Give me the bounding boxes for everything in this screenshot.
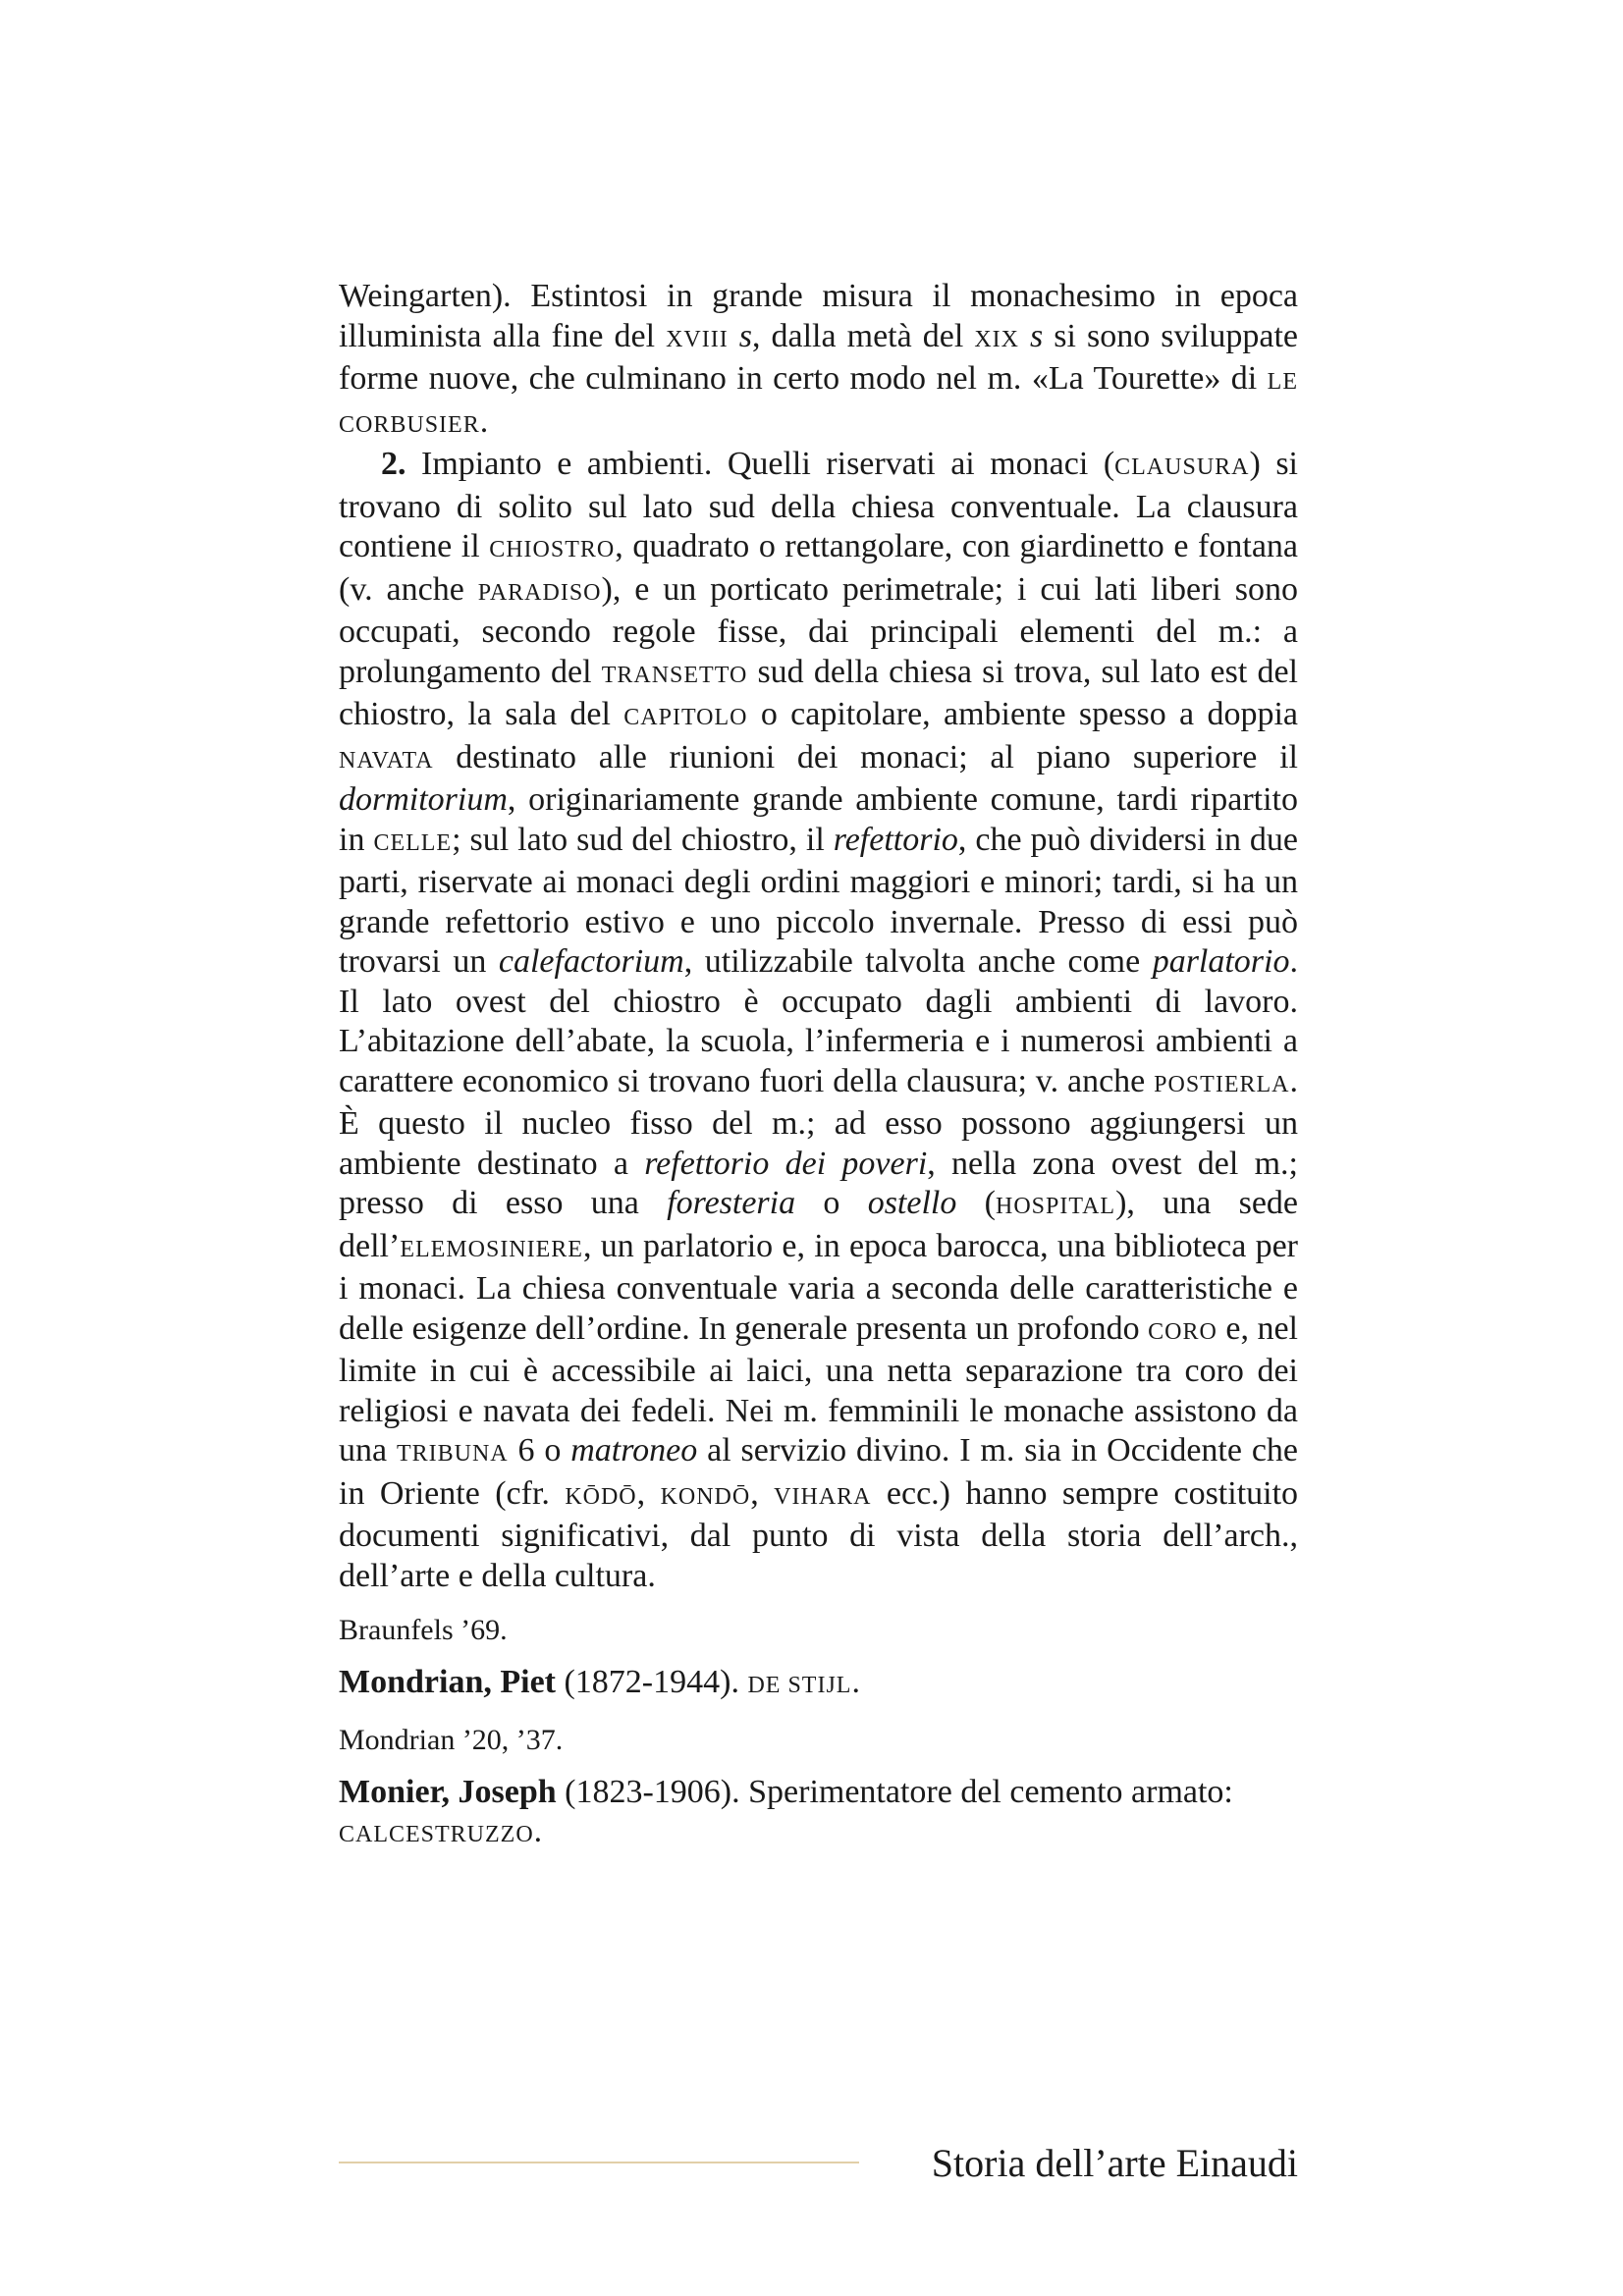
entry-headword: Mondrian, Piet: [339, 1664, 556, 1700]
bibliography-reference: Braunfels ’69.: [339, 1614, 508, 1646]
cross-reference-paradiso[interactable]: PARADISO: [477, 579, 602, 606]
cross-reference-navata[interactable]: NAVATA: [339, 747, 434, 774]
cross-reference: XVIII: [666, 326, 729, 352]
page-content: [339, 277, 1298, 1855]
paragraph-2: 2. Impianto e ambienti. Quelli riservati ai monaci (CLAUSURA) si trovano di solito sul lato sud della chiesa conventuale. La clausura contiene il CHIOSTRO, quadrato o rettangolare, con giardinetto e fontana (v. anche PARADISO), e un porticato perimetrale; i cui lati liberi sono occupati, secondo regole fisse, dai principali elementi del m.: a prolungamento del TRANSETTO sud della chiesa si trova, sul lato est del chiostro, la sala del CAPITOLO o capitolare, ambiente spesso a doppia NAVATA destinato alle riunioni dei monaci; al piano superiore il dormitorium, originariamente grande ambiente comune, tardi ripartito in CELLE; sul lato sud del chiostro, il refettorio, che può dividersi in due parti, riservate ai monaci degli ordini maggiori e minori; tardi, si ha un grande refettorio estivo e uno piccolo invernale. Presso di essi può trovarsi un calefactorium, utilizzabile talvolta anche come parlatorio. Il lato ovest del chiostro è occupato dagli ambienti di lavoro. L’abitazione dell’abate, la scuola, l’infermeria e i numerosi ambienti a carattere economico si trovano fuori della clausura; v. anche POSTIERLA. È questo il nucleo fisso del m.; ad esso possono aggiungersi un ambiente destinato a refettorio dei poveri, nella zona ovest del m.; presso di esso una foresteria o ostello (HOSPITAL), una sede dell’ELEMOSINIERE, un parlatorio e, in epoca barocca, una biblioteca per i monaci. La chiesa conventuale varia a seconda delle caratteristiche e delle esigenze dell’ordine. In generale presenta un profondo CORO e, nel limite in cui è accessibile ai laici, una netta separazione tra coro dei religiosi e navata dei fedeli. Nei m. femminili le monache assistono da una TRIBUNA 6 o matroneo al servizio divino. I m. sia in Occidente che in Oriente (cfr. KŌDŌ, KONDŌ, VIHARA ecc.) hanno sempre costituito documenti significativi, dal punto di vista della storia dell’arch., dell’arte e della cultura.: [339, 446, 1299, 1594]
entry-monier: Monier, Joseph (1823-1906). Sperimentatore del cemento armato: CALCESTRUZZO.: [339, 1773, 1233, 1849]
cross-reference-postierla[interactable]: POSTIERLA: [1154, 1071, 1290, 1097]
cross-reference-de-stijl[interactable]: DE STIJL: [747, 1673, 852, 1698]
cross-reference-le-corbusier[interactable]: LE CORBUSIER: [339, 369, 1298, 438]
cross-reference-calcestruzzo[interactable]: CALCESTRUZZO: [339, 1822, 534, 1847]
entry-headword: Monier, Joseph: [339, 1773, 557, 1810]
section-number: 2.: [381, 446, 406, 482]
cross-reference-clausura[interactable]: CLAUSURA: [1114, 454, 1250, 480]
footer-rule: [339, 2162, 859, 2163]
cross-reference: XIX: [974, 326, 1019, 352]
entry-mondrian: Mondrian, Piet (1872-1944). DE STIJL.: [339, 1664, 860, 1700]
cross-reference-coro[interactable]: CORO: [1148, 1318, 1217, 1345]
cross-reference-kodo[interactable]: KŌDŌ: [565, 1483, 637, 1510]
cross-reference-tribuna[interactable]: TRIBUNA: [396, 1441, 509, 1467]
cross-reference-transetto[interactable]: TRANSETTO: [601, 662, 748, 688]
cross-reference-hospital[interactable]: HOSPITAL: [996, 1194, 1116, 1219]
cross-reference-chiostro[interactable]: CHIOSTRO: [489, 537, 616, 562]
cross-reference-capitolo[interactable]: CAPITOLO: [623, 705, 748, 730]
bibliography-reference: Mondrian ’20, ’37.: [339, 1723, 564, 1756]
cross-reference-kondo[interactable]: KONDŌ: [660, 1483, 751, 1510]
paragraph-1: Weingarten). Estintosi in grande misura il monachesimo in epoca illuminista alla fine del XVIII s, dalla metà del XIX s si sono sviluppate forme nuove, che culminano in certo modo nel m. «La Tourette» di LE CORBUSIER.: [339, 278, 1299, 440]
cross-reference-celle[interactable]: CELLE: [373, 829, 453, 856]
cross-reference-elemosiniere[interactable]: ELEMOSINIERE: [400, 1236, 583, 1262]
cross-reference-vihara[interactable]: VIHARA: [774, 1483, 872, 1510]
footer-publisher: Storia dell’arte Einaudi: [931, 2141, 1298, 2185]
